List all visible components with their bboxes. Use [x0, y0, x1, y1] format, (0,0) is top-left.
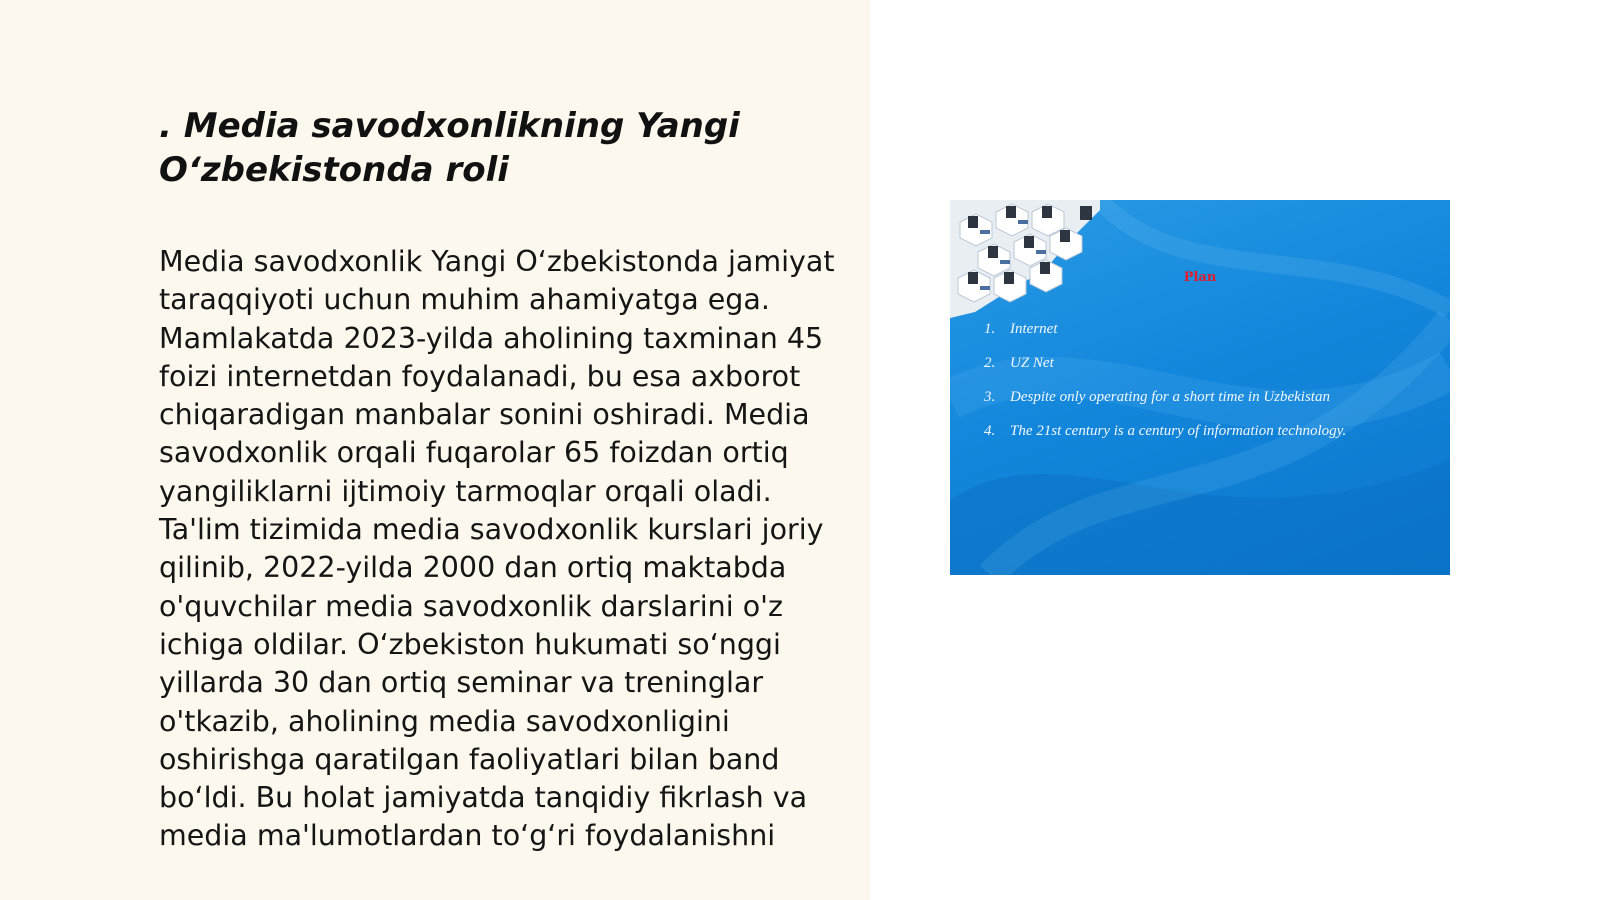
plan-item-number: 3.: [984, 389, 996, 405]
plan-item: [984, 312, 1346, 346]
plan-item: [984, 414, 1346, 448]
plan-item-number: 1.: [984, 321, 996, 337]
computer-network-graphic-icon: [950, 200, 1110, 320]
plan-item-number: 4.: [984, 423, 996, 439]
plan-item-text: UZ Net: [1010, 355, 1054, 371]
plan-item: [984, 380, 1346, 414]
slide-title: . Media savodxonlikning Yangi O‘zbekistonda roli: [159, 106, 740, 190]
plan-item-text: Despite only operating for a short time in Uzbekistan: [1010, 389, 1330, 405]
plan-title: Plan: [1183, 270, 1217, 285]
plan-item-number: 2.: [984, 355, 996, 371]
plan-item-text: The 21st century is a century of information technology.: [1010, 423, 1347, 439]
plan-list: [984, 312, 1346, 448]
plan-item: [984, 346, 1346, 380]
slide-image: [950, 200, 1450, 575]
plan-item-text: Internet: [1010, 321, 1058, 337]
slide-body-text: Media savodxonlik Yangi O‘zbekistonda jamiyat taraqqiyoti uchun muhim ahamiyatga ega. Mamlakatda 2023-yilda aholining taxminan 45 foizi internetdan foydalanadi, bu esa axborot chiqaradigan manbalar sonini oshiradi. Media savodxonlik orqali fuqarolar 65 foizdan ortiq yangiliklarni ijtimoiy tarmoqlar orqali oladi. Ta'lim tizimida media savodxonlik kurslari joriy qilinib, 2022-yilda 2000 dan ortiq maktabda o'quvchilar media savodxonlik darslarini o'z ichiga oldilar. O‘zbekiston hukumati so‘nggi yillarda 30 dan ortiq seminar va treninglar o'tkazib, aholining media savodxonligini oshirishga qaratilgan faoliyatlari bilan band bo‘ldi. Bu holat jamiyatda tanqidiy fikrlash va media ma'lumotlardan to‘g‘ri foydalanishni: [159, 245, 835, 853]
